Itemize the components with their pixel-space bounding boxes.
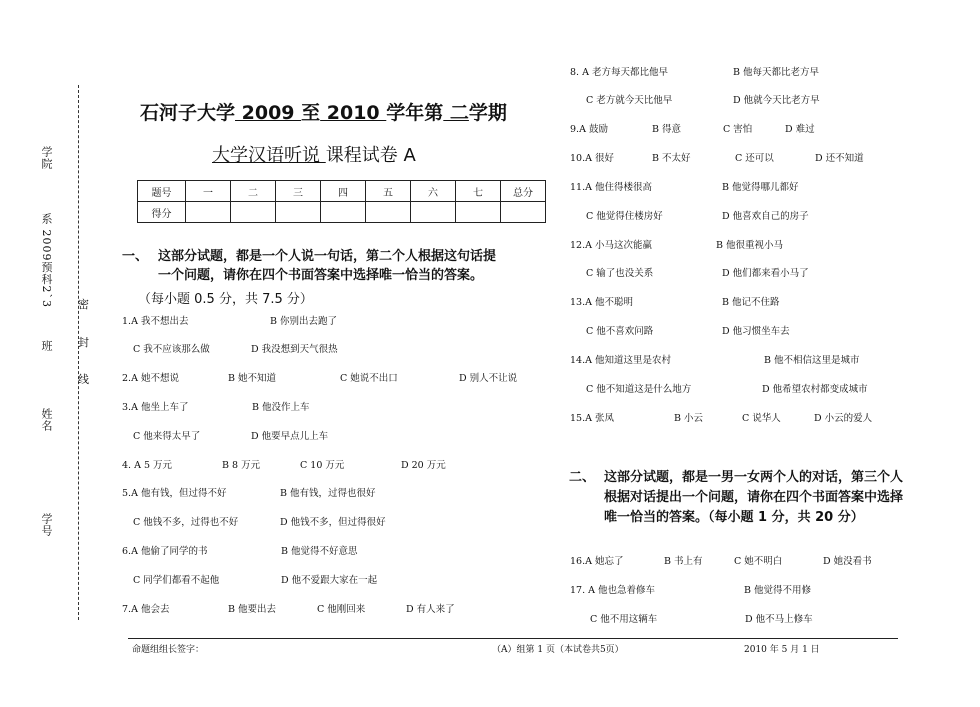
class-label: 班 bbox=[40, 340, 53, 352]
exam-paper-label: 课程试卷 A bbox=[325, 145, 416, 166]
answer-option: B 不太好 bbox=[652, 153, 691, 164]
answer-option: 13.A 他不聪明 bbox=[570, 297, 633, 308]
section1-heading-line2: 一个问题，请你在四个书面答案中选择唯一恰当的答案。 bbox=[158, 268, 484, 283]
seal-mark-feng: 封 bbox=[78, 336, 89, 349]
answer-option: B 小云 bbox=[674, 413, 704, 424]
footer-divider bbox=[128, 638, 898, 639]
answer-option: B 她不知道 bbox=[228, 373, 277, 384]
answer-option: D 还不知道 bbox=[815, 153, 864, 164]
section1-scoring-note: （每小题 0.5 分，共 7.5 分） bbox=[138, 292, 313, 307]
answer-option: B 他觉得不好意思 bbox=[281, 546, 358, 557]
answer-option: C 还可以 bbox=[735, 153, 774, 164]
score-table bbox=[137, 180, 546, 223]
answer-option: B 他要出去 bbox=[228, 604, 277, 615]
section2-number: 二、 bbox=[569, 470, 596, 485]
seal-mark-xian: 线 bbox=[78, 373, 89, 386]
term: 二 bbox=[443, 102, 469, 124]
answer-option: D 他们都来看小马了 bbox=[722, 268, 809, 279]
exam-title bbox=[140, 98, 507, 125]
student-id-label: 学号 bbox=[40, 513, 53, 537]
answer-option: 15.A 张凤 bbox=[570, 413, 614, 424]
answer-option: D 别人不让说 bbox=[459, 373, 518, 384]
answer-option: 9.A 鼓励 bbox=[570, 124, 608, 135]
answer-option: C 她不明白 bbox=[734, 556, 783, 567]
course-title bbox=[212, 141, 416, 167]
score-row-label: 得分 bbox=[138, 202, 186, 223]
answer-option: D 难过 bbox=[785, 124, 815, 135]
answer-option: D 他不马上修车 bbox=[745, 614, 813, 625]
score-cell bbox=[276, 202, 321, 223]
answer-option: C 他刚回来 bbox=[317, 604, 366, 615]
score-header-cell: 五 bbox=[366, 181, 411, 202]
answer-option: D 他不爱跟大家在一起 bbox=[281, 575, 378, 586]
answer-option: B 8 万元 bbox=[222, 460, 261, 471]
answer-option: 10.A 很好 bbox=[570, 153, 614, 164]
answer-option: C 他来得太早了 bbox=[133, 431, 201, 442]
score-table-header-row bbox=[138, 181, 546, 202]
answer-option: C 他钱不多，过得也不好 bbox=[133, 517, 239, 528]
university-name: 石河子大学 bbox=[140, 102, 236, 124]
score-cell bbox=[501, 202, 546, 223]
college-label: 学院 bbox=[40, 146, 53, 170]
answer-option: B 他觉得哪儿都好 bbox=[722, 182, 799, 193]
answer-option: C 10 万元 bbox=[300, 460, 345, 471]
title-academic-year: 学年第 bbox=[386, 102, 444, 124]
score-cell bbox=[456, 202, 501, 223]
answer-option: D 他要早点儿上车 bbox=[251, 431, 329, 442]
answer-option: B 他每天都比老方早 bbox=[733, 67, 820, 78]
answer-option: C 他不用这辆车 bbox=[590, 614, 658, 625]
answer-option: B 他很重视小马 bbox=[716, 240, 784, 251]
answer-option: B 得意 bbox=[652, 124, 682, 135]
answer-option: D 他习惯坐车去 bbox=[722, 326, 790, 337]
answer-option: 5.A 他有钱，但过得不好 bbox=[122, 488, 227, 499]
score-cell bbox=[366, 202, 411, 223]
footer-date: 2010 年 5 月 1 日 bbox=[744, 645, 820, 655]
answer-option: D 小云的爱人 bbox=[814, 413, 873, 424]
answer-option: D 20 万元 bbox=[401, 460, 446, 471]
answer-option: D 有人来了 bbox=[406, 604, 455, 615]
score-cell bbox=[411, 202, 456, 223]
answer-option: 16.A 她忘了 bbox=[570, 556, 624, 567]
answer-option: D 我没想到天气很热 bbox=[251, 344, 338, 355]
title-to: 至 bbox=[301, 102, 321, 124]
footer-signature-label: 命题组组长签字： bbox=[132, 645, 205, 655]
score-header-cell: 二 bbox=[231, 181, 276, 202]
answer-option: C 输了也没关系 bbox=[586, 268, 654, 279]
course-name: 大学汉语听说 bbox=[212, 145, 326, 166]
score-header-cell: 七 bbox=[456, 181, 501, 202]
score-header-cell: 总分 bbox=[501, 181, 546, 202]
answer-option: C 她说不出口 bbox=[340, 373, 398, 384]
score-header-cell: 一 bbox=[186, 181, 231, 202]
answer-option: D 他希望农村都变成城市 bbox=[762, 384, 868, 395]
answer-option: C 同学们都看不起他 bbox=[133, 575, 220, 586]
answer-option: D 他喜欢自己的房子 bbox=[722, 211, 809, 222]
answer-option: 7.A 他会去 bbox=[122, 604, 170, 615]
answer-option: 17. A 他也急着修车 bbox=[570, 585, 656, 596]
answer-option: 4. A 5 万元 bbox=[122, 460, 173, 471]
answer-option: 12.A 小马这次能赢 bbox=[570, 240, 652, 251]
title-semester: 学期 bbox=[468, 102, 507, 124]
answer-option: 6.A 他偷了同学的书 bbox=[122, 546, 208, 557]
answer-option: C 害怕 bbox=[723, 124, 753, 135]
answer-option: 14.A 他知道这里是农村 bbox=[570, 355, 671, 366]
answer-option: 11.A 他住得楼很高 bbox=[570, 182, 652, 193]
score-header-cell: 题号 bbox=[138, 181, 186, 202]
year-end: 2010 bbox=[320, 102, 387, 124]
answer-option: C 我不应该那么做 bbox=[133, 344, 210, 355]
answer-option: B 他有钱，过得也很好 bbox=[280, 488, 376, 499]
answer-option: C 他不喜欢问路 bbox=[586, 326, 654, 337]
answer-option: D 他就今天比老方早 bbox=[733, 95, 820, 106]
answer-option: B 他没作上车 bbox=[252, 402, 310, 413]
answer-option: D 她没看书 bbox=[823, 556, 872, 567]
score-cell bbox=[186, 202, 231, 223]
score-cell bbox=[321, 202, 366, 223]
section2-heading: 这部分试题，都是一男一女两个人的对话，第三个人根据对话提出一个问题，请你在四个书面答案中选择唯一恰当的答案。（每小题 1 分，共 20 分） bbox=[604, 470, 904, 525]
answer-option: C 老方就今天比他早 bbox=[586, 95, 673, 106]
section1-heading-line1: 这部分试题，都是一个人说一句话，第二个人根据这句话提 bbox=[158, 249, 497, 264]
score-header-cell: 六 bbox=[411, 181, 456, 202]
answer-option: B 书上有 bbox=[664, 556, 703, 567]
footer-page-info: （A）组第 1 页（本试卷共5页） bbox=[492, 645, 624, 655]
answer-option: 3.A 他坐上车了 bbox=[122, 402, 189, 413]
answer-option: B 他不相信这里是城市 bbox=[764, 355, 860, 366]
score-header-cell: 四 bbox=[321, 181, 366, 202]
score-table-score-row bbox=[138, 202, 546, 223]
answer-option: C 他觉得住楼房好 bbox=[586, 211, 663, 222]
section1-number: 一、 bbox=[122, 249, 149, 264]
answer-option: 1.A 我不想出去 bbox=[122, 316, 189, 327]
answer-option: 8. A 老方每天都比他早 bbox=[570, 67, 668, 78]
answer-option: B 他记不住路 bbox=[722, 297, 780, 308]
department-label: 系 2009预科2`3 bbox=[40, 213, 53, 308]
answer-option: B 你别出去跑了 bbox=[270, 316, 338, 327]
answer-option: C 说华人 bbox=[742, 413, 781, 424]
answer-option: C 他不知道这是什么地方 bbox=[586, 384, 692, 395]
answer-option: B 他觉得不用修 bbox=[744, 585, 812, 596]
student-name-label: 姓名 bbox=[40, 408, 53, 432]
score-cell bbox=[231, 202, 276, 223]
answer-option: D 他钱不多，但过得很好 bbox=[280, 517, 386, 528]
seal-mark-mi: 密 bbox=[78, 298, 89, 311]
binding-line bbox=[78, 85, 79, 620]
answer-option: 2.A 她不想说 bbox=[122, 373, 179, 384]
score-header-cell: 三 bbox=[276, 181, 321, 202]
year-start: 2009 bbox=[235, 102, 302, 124]
